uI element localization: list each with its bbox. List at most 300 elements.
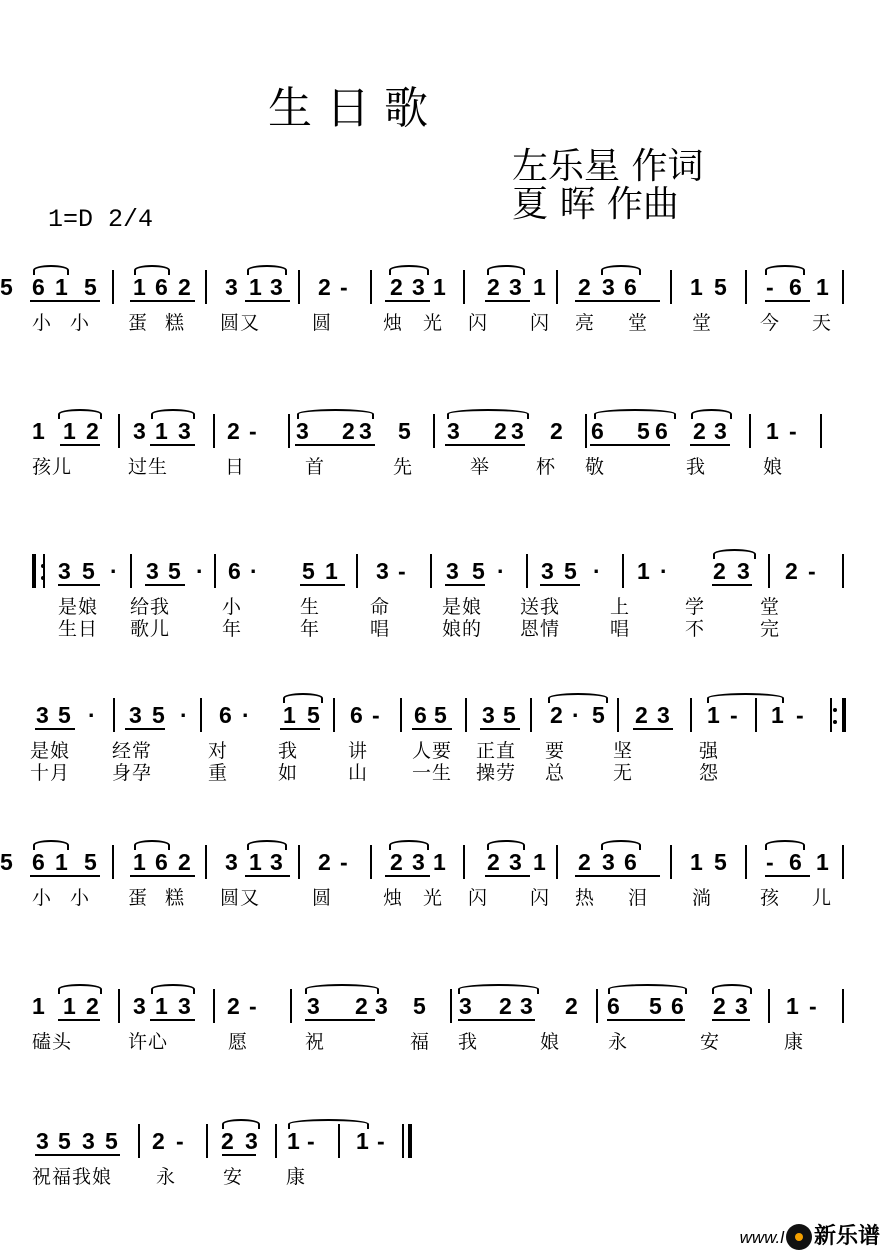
note: 2 [785,558,798,584]
slur-arc [134,840,170,850]
beam-underline [35,728,75,730]
beam-underline [60,444,100,446]
beam-underline [480,728,520,730]
lyric: 小 [32,887,53,909]
score-system [0,843,888,923]
note: 3 [270,274,283,300]
lyric: 糕 [165,312,186,334]
note: 3 [509,274,522,300]
note: 2 [355,993,368,1019]
note: 6 [624,274,637,300]
note: - [398,558,406,584]
note: · [497,558,505,584]
note: 3 [129,702,142,728]
note: 3 [178,418,191,444]
slur-arc [487,265,525,275]
lyric: 恩情 [520,618,561,640]
bar-line [463,845,465,879]
bar-line [745,270,747,304]
note-row [0,696,888,730]
note: 5 [58,1128,71,1154]
bar-line [206,1124,208,1158]
lyric: 闪 [468,312,489,334]
note: 3 [412,849,425,875]
beam-underline [690,444,730,446]
note-row [0,843,888,877]
beam-underline [712,1019,750,1021]
beam-underline [607,1019,685,1021]
bar-line [298,270,300,304]
note: 3 [133,418,146,444]
lyric: 小 [222,596,243,618]
note: 3 [447,418,460,444]
lyric: 一生 [412,762,453,784]
note: 2 [578,849,591,875]
slur-arc [288,1119,369,1129]
lyric: 光 [423,887,444,909]
bar-line [370,845,372,879]
note-row [0,268,888,302]
note: 6 [155,274,168,300]
slur-arc [608,984,687,994]
bar-line [370,270,372,304]
beam-underline [458,1019,535,1021]
slur-arc [33,265,69,275]
bar-line [113,698,115,732]
lyric: 热 [575,887,596,909]
lyric: 娘 [763,456,784,478]
note: 1 [249,849,262,875]
lyric: 永 [608,1031,629,1053]
watermark-url: www.l [739,1228,784,1247]
note: 1 [133,274,146,300]
bar-line [768,989,770,1023]
note: 1 [325,558,338,584]
note: 1 [690,849,703,875]
note: 2 [499,993,512,1019]
beam-underline [150,444,195,446]
lyric: 小 [70,312,91,334]
note: 5 [152,702,165,728]
lyric: 生日 [58,618,99,640]
beam-underline [445,584,485,586]
lyric: 唱 [610,618,631,640]
note: 1 [32,418,45,444]
beam-underline [30,300,100,302]
note: 3 [359,418,372,444]
watermark-brand: 新乐谱 [813,1224,880,1249]
lyric: 十月 [30,762,71,784]
bar-line [213,414,215,448]
note-row [0,552,888,586]
bar-line [842,989,844,1023]
bar-line [338,1124,340,1158]
note: 3 [737,558,750,584]
lyric: 唱 [370,618,391,640]
lyric: 学 [685,596,706,618]
bar-line [118,989,120,1023]
note: 2 [635,702,648,728]
lyric: 上 [610,596,631,618]
bar-line [690,698,692,732]
note: · [180,702,188,728]
slur-arc [58,984,102,994]
bar-line [450,989,452,1023]
lyric: 闪 [530,887,551,909]
lyric: 闪 [468,887,489,909]
score-system [0,1122,888,1202]
slur-arc [222,1119,260,1129]
lyric: 举 [470,456,491,478]
lyric: 泪 [628,887,649,909]
bar-line [842,845,844,879]
bar-line [43,554,45,588]
note: 2 [550,418,563,444]
note: 5 [82,558,95,584]
lyric: 康 [784,1031,805,1053]
lyric: 是娘 [30,740,71,762]
note: 5 [592,702,605,728]
note: 1 [63,418,76,444]
lyric: 杯 [536,456,557,478]
lyric: 福 [410,1031,431,1053]
score-system [0,987,888,1067]
note: 6 [655,418,668,444]
score-system [0,268,888,348]
slur-arc [151,984,195,994]
note: 1 [637,558,650,584]
note: 2 [713,993,726,1019]
note: 2 [318,849,331,875]
note: 5 [168,558,181,584]
note: 3 [657,702,670,728]
note: 5 [105,1128,118,1154]
bar-line [830,698,832,732]
slur-arc [594,409,676,419]
note: 6 [624,849,637,875]
note: - [789,418,797,444]
note: 6 [789,849,802,875]
note: 3 [541,558,554,584]
bar-line [430,554,432,588]
slur-arc [601,265,641,275]
note: 6 [671,993,684,1019]
slur-arc [134,265,170,275]
lyric: 今 [760,312,781,334]
note: 3 [36,1128,49,1154]
lyric: 圆 [312,312,333,334]
beam-underline [150,1019,195,1021]
note: 3 [296,418,309,444]
note: 5 [714,849,727,875]
lyric: 强 [699,740,720,762]
bar-line [617,698,619,732]
note: 3 [511,418,524,444]
note: 1 [55,849,68,875]
note: · [242,702,250,728]
note: 5 [413,993,426,1019]
beam-underline [125,728,165,730]
slur-arc [765,265,805,275]
lyric: 圆又 [220,312,261,334]
bar-line [463,270,465,304]
note: 5 [0,274,13,300]
note: 2 [713,558,726,584]
note: 1 [55,274,68,300]
bar-line [670,270,672,304]
note: · [593,558,601,584]
lyric: 光 [423,312,444,334]
bar-line [755,698,757,732]
lyric: 身孕 [112,762,153,784]
note: - [766,849,774,875]
bar-line [556,845,558,879]
lyric: 我 [278,740,299,762]
note: - [249,418,257,444]
lyric: 我 [458,1031,479,1053]
note: 6 [228,558,241,584]
lyric: 操劳 [476,762,517,784]
note: 3 [376,558,389,584]
note: 2 [86,993,99,1019]
note: 3 [520,993,533,1019]
lyric: 圆 [312,887,333,909]
lyric: 不 [685,618,706,640]
bar-line [200,698,202,732]
note: 1 [433,274,446,300]
beam-underline [245,300,290,302]
beam-underline [30,875,100,877]
note: 6 [414,702,427,728]
beam-underline [590,444,670,446]
bar-line [112,270,114,304]
bar-line [118,414,120,448]
note: 2 [318,274,331,300]
note: 2 [565,993,578,1019]
beam-underline [130,300,195,302]
key-signature: 1=D 2/4 [48,205,154,234]
beam-underline [305,1019,375,1021]
beam-underline [575,300,660,302]
bar-line [596,989,598,1023]
lyric: 如 [278,762,299,784]
note: 3 [270,849,283,875]
note: · [250,558,258,584]
note: 1 [816,274,829,300]
lyric: 生 [300,596,321,618]
lyric: 娘的 [442,618,483,640]
note: 1 [533,274,546,300]
note: - [340,849,348,875]
note: 3 [714,418,727,444]
note: 3 [36,702,49,728]
lyric: 磕头 [32,1031,73,1053]
bar-line [526,554,528,588]
lyric: 堂 [692,312,713,334]
lyric: 经常 [112,740,153,762]
note: - [730,702,738,728]
lyric: 烛 [383,887,404,909]
lyric: 年 [222,618,243,640]
lyric: 愿 [228,1031,249,1053]
note: 2 [578,274,591,300]
slur-arc [447,409,529,419]
bar-line [205,270,207,304]
bar-line [288,414,290,448]
beam-underline [130,875,195,877]
beam-underline [295,444,375,446]
lyric: 烛 [383,312,404,334]
note: 2 [390,849,403,875]
beam-underline [145,584,185,586]
beam-underline [633,728,673,730]
note: 2 [494,418,507,444]
lyric: 先 [393,456,414,478]
lyric: 蛋 [128,887,149,909]
lyric: 给我 [130,596,171,618]
lyric: 山 [348,762,369,784]
note: 5 [434,702,447,728]
bar-line [130,554,132,588]
note: 1 [766,418,779,444]
composer-credit: 夏 晖 作曲 [512,184,679,225]
lyric: 娘 [540,1031,561,1053]
lyric: 完 [760,618,781,640]
note: 5 [637,418,650,444]
beam-underline [412,728,452,730]
score-system [0,696,888,784]
note: 6 [219,702,232,728]
note-row [0,1122,888,1156]
beam-underline [385,875,430,877]
note: 6 [789,274,802,300]
slur-arc [458,984,539,994]
note: 3 [133,993,146,1019]
note: 1 [249,274,262,300]
note: 1 [786,993,799,1019]
note: 1 [283,702,296,728]
beam-underline [280,728,320,730]
note: 1 [356,1128,369,1154]
bar-line [820,414,822,448]
note: 2 [86,418,99,444]
note: 3 [146,558,159,584]
note: 2 [390,274,403,300]
bar-line [842,554,844,588]
lyric: 小 [32,312,53,334]
note: 1 [816,849,829,875]
note: 5 [564,558,577,584]
note: 2 [178,274,191,300]
repeat-dot [41,576,45,580]
bar-line [556,270,558,304]
lyric: 人要 [412,740,453,762]
note: 1 [690,274,703,300]
slur-arc [151,409,195,419]
bar-line [585,414,587,448]
bar-line [275,1124,277,1158]
note: - [377,1128,385,1154]
note: 5 [307,702,320,728]
lyric: 亮 [575,312,596,334]
bar-line [112,845,114,879]
bar-line [465,698,467,732]
repeat-dot [833,708,837,712]
note: 5 [302,558,315,584]
lyric: 是娘 [442,596,483,618]
lyric: 命 [370,596,391,618]
beam-underline [245,875,290,877]
note: 6 [350,702,363,728]
bar-line [433,414,435,448]
note: 1 [133,849,146,875]
note-row [0,412,888,446]
note: 3 [307,993,320,1019]
bar-line [205,845,207,879]
lyric: 正直 [476,740,517,762]
note: · [110,558,118,584]
note: 3 [482,702,495,728]
slur-arc [33,840,69,850]
slur-arc [548,693,608,703]
note: 3 [225,274,238,300]
lyric: 要 [545,740,566,762]
slur-arc [283,693,323,703]
final-bar [408,1124,412,1158]
beam-underline [485,300,530,302]
note: 6 [32,849,45,875]
slur-arc [691,409,732,419]
lyric: 天 [812,312,833,334]
note: - [340,274,348,300]
slur-arc [247,840,287,850]
note: · [660,558,668,584]
beam-underline [765,875,810,877]
lyric: 孩儿 [32,456,73,478]
note: 5 [84,849,97,875]
note: 6 [32,274,45,300]
bar-line [530,698,532,732]
beam-underline [485,875,530,877]
lyric: 蛋 [128,312,149,334]
note: · [196,558,204,584]
bar-line [622,554,624,588]
note: 5 [58,702,71,728]
note: 1 [433,849,446,875]
slur-arc [487,840,525,850]
beam-underline [222,1154,256,1156]
lyric: 是娘 [58,596,99,618]
lyric: 重 [208,762,229,784]
beam-underline [58,584,100,586]
beam-underline [385,300,430,302]
bar-line [400,698,402,732]
lyric: 祝 [305,1031,326,1053]
slur-arc [601,840,641,850]
note: 6 [155,849,168,875]
lyric: 堂 [760,596,781,618]
note: 5 [84,274,97,300]
note: 5 [649,993,662,1019]
bar-line [213,989,215,1023]
watermark [740,1219,880,1250]
note: 2 [487,274,500,300]
bar-line [290,989,292,1023]
note: - [796,702,804,728]
note: 1 [63,993,76,1019]
slur-arc [765,840,805,850]
note: 5 [0,849,13,875]
